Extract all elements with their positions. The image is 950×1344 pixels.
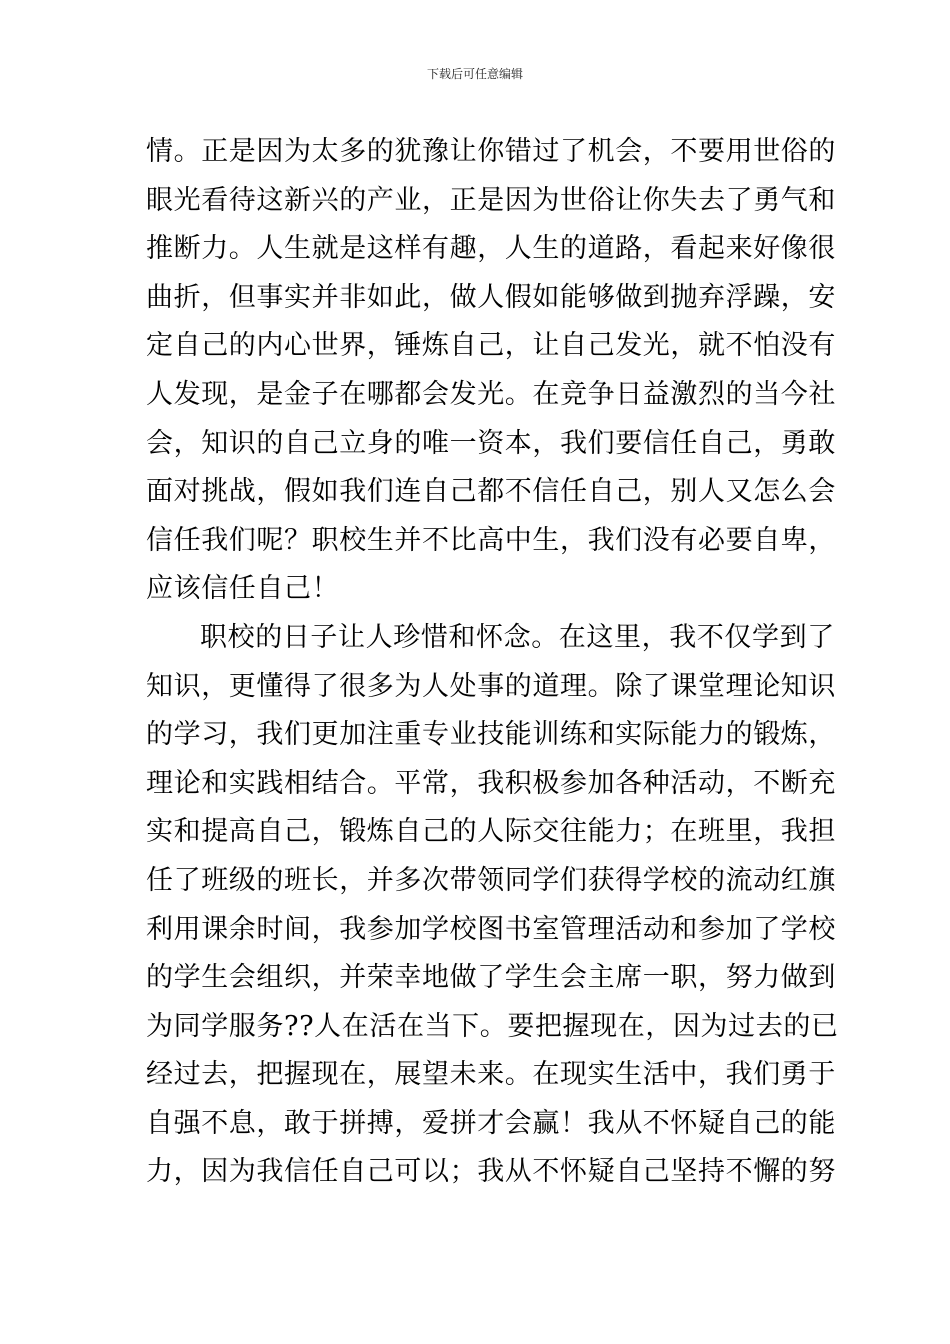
paragraph-1 (146, 128, 836, 614)
text-line: 应该信任自己！ (146, 573, 340, 605)
text-line: 经过去，把握现在，展望未来。在现实生活中，我们勇于 (146, 1059, 836, 1091)
text-line: 会，知识的自己立身的唯一资本，我们要信任自己，勇敢 (146, 427, 836, 459)
text-line: 任了班级的班长，并多次带领同学们获得学校的流动红旗 (146, 864, 836, 896)
text-line: 自强不息，敢于拼搏，爱拼才会赢！我从不怀疑自己的能 (146, 1107, 836, 1139)
text-line: 眼光看待这新兴的产业，正是因为世俗让你失去了勇气和 (146, 184, 836, 216)
text-line: 力，因为我信任自己可以；我从不怀疑自己坚持不懈的努 (146, 1156, 836, 1188)
paragraph-2 (146, 614, 839, 1197)
text-line: 利用课余时间，我参加学校图书室管理活动和参加了学校 (146, 913, 836, 945)
text-line: 的学习，我们更加注重专业技能训练和实际能力的锻炼， (146, 719, 836, 751)
text-line: 曲折，但事实并非如此，做人假如能够做到抛弃浮躁，安 (146, 281, 836, 313)
text-line: 面对挑战，假如我们连自己都不信任自己，别人又怎么会 (146, 476, 836, 508)
text-line: 信任我们呢？职校生并不比高中生，我们没有必要自卑， (146, 524, 836, 556)
text-line: 推断力。人生就是这样有趣，人生的道路，看起来好像很 (146, 233, 836, 265)
text-line: 知识，更懂得了很多为人处事的道理。除了课堂理论知识 (146, 670, 836, 702)
document-body (146, 128, 839, 1197)
text-line: 情。正是因为太多的犹豫让你错过了机会，不要用世俗的 (146, 136, 836, 167)
text-line: 人发现，是金子在哪都会发光。在竞争日益激烈的当今社 (146, 378, 836, 410)
text-line: 为同学服务??人在活在当下。要把握现在，因为过去的已 (146, 1010, 839, 1042)
text-line: 定自己的内心世界，锤炼自己，让自己发光，就不怕没有 (146, 330, 836, 362)
text-line: 的学生会组织，并荣幸地做了学生会主席一职，努力做到 (146, 962, 836, 994)
page-header-note: 下载后可任意编辑 (426, 67, 523, 81)
text-line-indented: 职校的日子让人珍惜和怀念。在这里，我不仅学到了 (200, 621, 835, 653)
text-line: 实和提高自己，锻炼自己的人际交往能力；在班里，我担 (146, 816, 836, 848)
text-line: 理论和实践相结合。平常，我积极参加各种活动，不断充 (146, 767, 836, 799)
